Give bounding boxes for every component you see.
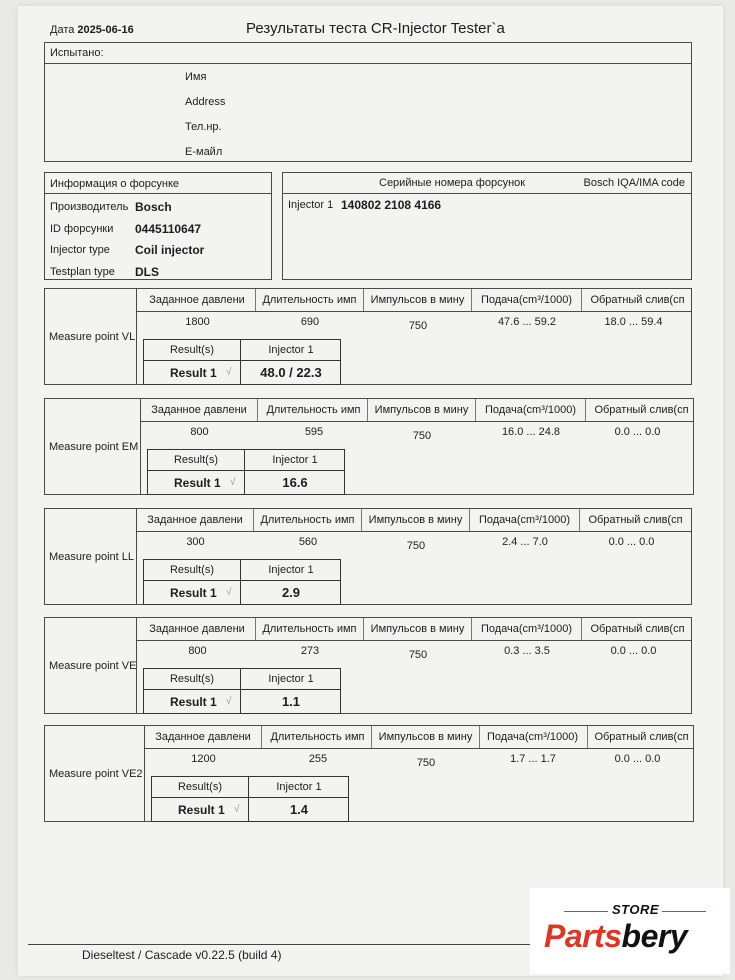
tested-section (44, 42, 692, 162)
info-key: ID форсунки (50, 223, 114, 235)
iqa-code-title: Bosch IQA/IMA code (583, 177, 685, 189)
result-row-label: Result 1 (170, 366, 217, 380)
measure-value-duration: 255 (308, 753, 328, 765)
results-label: Result(s) (173, 454, 218, 466)
measure-value-pulses: 750 (408, 649, 428, 661)
column-header: Длительность имп (260, 399, 368, 421)
measure-value-pressure: 300 (186, 536, 205, 548)
column-header: Импульсов в мину (368, 399, 476, 421)
measure-header-row (141, 399, 693, 422)
check-mark-icon: √ (230, 477, 236, 488)
name-field-label: Имя (185, 71, 207, 83)
measure-value-pressure: 1200 (191, 753, 216, 765)
result-injector-label: Injector 1 (268, 673, 314, 685)
measure-point-label-cell (45, 726, 145, 821)
column-header: Длительность имп (256, 289, 364, 311)
partsbery-logo (530, 888, 730, 974)
software-version: Dieseltest / Cascade v0.22.5 (build 4) (82, 948, 282, 962)
measure-point-name: Measure point VE2 (49, 767, 143, 780)
column-header: Подача(cm³/1000) (472, 289, 582, 311)
info-value: Coil injector (135, 243, 205, 257)
results-label: Result(s) (169, 564, 214, 576)
column-header: Длительность имп (254, 509, 362, 531)
measure-point-block (44, 617, 692, 714)
column-header: Заданное давлени (141, 399, 258, 421)
measure-point-block (44, 288, 692, 385)
injector-info-section (44, 172, 272, 280)
measure-value-pulses: 750 (406, 540, 426, 552)
result-injector-label: Injector 1 (272, 454, 318, 466)
injector-info-title: Информация о форсунке (50, 178, 179, 190)
column-header: Импульсов в мину (372, 726, 480, 748)
column-header: Подача(cm³/1000) (478, 726, 588, 748)
measure-value-pulses: 750 (408, 320, 428, 332)
result-row-label: Result 1 (170, 695, 217, 709)
measure-value-return: 0.0 ... 0.0 (610, 645, 657, 657)
measure-value-duration: 560 (298, 536, 318, 548)
column-header: Заданное давлени (137, 509, 254, 531)
info-key: Testplan type (50, 266, 115, 278)
measure-value-return: 0.0 ... 0.0 (608, 536, 655, 548)
measure-value-return: 0.0 ... 0.0 (614, 753, 661, 765)
result-row-label: Result 1 (178, 803, 225, 817)
info-key: Injector type (50, 244, 110, 256)
phone-field-label: Тел.нр. (185, 121, 222, 133)
measure-point-block (44, 725, 694, 822)
check-mark-icon: √ (234, 804, 240, 815)
date-value: 2025-06-16 (77, 24, 134, 36)
email-field-label: Е-майл (185, 146, 223, 158)
logo-brand-text (544, 918, 687, 955)
serial-injector-number: 140802 2108 4166 (341, 198, 442, 212)
result-row-label: Result 1 (174, 476, 221, 490)
measure-value-duration: 273 (300, 645, 320, 657)
column-header: Подача(cm³/1000) (476, 399, 586, 421)
check-mark-icon: √ (226, 367, 232, 378)
report-date (50, 24, 134, 36)
measure-value-delivery: 16.0 ... 24.8 (501, 426, 561, 438)
result-value: 16.6 (282, 475, 308, 490)
result-value: 2.9 (281, 585, 301, 600)
measure-header-row (137, 509, 691, 532)
measure-point-block (44, 508, 692, 605)
measure-value-duration: 690 (300, 316, 320, 328)
measure-value-delivery: 1.7 ... 1.7 (510, 753, 556, 765)
result-table (151, 776, 349, 822)
measure-value-return: 0.0 ... 0.0 (614, 426, 661, 438)
logo-line-left (564, 911, 608, 912)
results-label: Result(s) (169, 344, 214, 356)
measure-header-row (137, 289, 691, 312)
measure-point-label-cell (45, 618, 137, 713)
info-value: DLS (135, 265, 159, 279)
result-value: 48.0 / 22.3 (260, 365, 322, 380)
result-injector-label: Injector 1 (268, 344, 314, 356)
info-value: 0445110647 (135, 222, 202, 236)
info-value: Bosch (135, 200, 172, 214)
measure-header-row (137, 618, 691, 641)
measure-value-delivery: 2.4 ... 7.0 (502, 536, 548, 548)
serial-title: Серийные номера форсунок (379, 177, 526, 189)
result-value: 1.1 (281, 694, 301, 709)
result-injector-label: Injector 1 (276, 781, 322, 793)
column-header: Заданное давлени (145, 726, 262, 748)
measure-value-return: 18.0 ... 59.4 (604, 316, 663, 328)
column-header: Импульсов в мину (364, 618, 472, 640)
measure-point-block (44, 398, 694, 495)
measure-value-pulses: 750 (412, 430, 432, 442)
serial-injector-label: Injector 1 (288, 199, 334, 211)
check-mark-icon: √ (226, 696, 232, 707)
result-table (143, 668, 341, 714)
column-header: Заданное давлени (139, 289, 256, 311)
logo-store-text: STORE (612, 902, 660, 917)
measure-value-pressure: 1800 (185, 316, 210, 328)
column-header: Длительность имп (264, 726, 372, 748)
logo-brand-part1: Parts (544, 918, 622, 954)
measure-point-label-cell (45, 289, 137, 384)
result-table (147, 449, 345, 495)
column-header: Подача(cm³/1000) (470, 509, 580, 531)
report-title: Результаты теста CR-Injector Tester`a (246, 20, 505, 37)
result-table (143, 559, 341, 605)
logo-brand-part2: bery (621, 918, 688, 954)
column-header: Обратный слив(сп (590, 294, 685, 306)
measure-point-name: Measure point LL (49, 550, 134, 563)
column-header: Заданное давлени (139, 618, 256, 640)
result-value: 1.4 (289, 802, 309, 817)
measure-point-name: Measure point VL (49, 330, 136, 343)
result-row-label: Result 1 (170, 586, 217, 600)
measure-value-delivery: 0.3 ... 3.5 (504, 645, 550, 657)
column-header: Обратный слив(сп (594, 731, 689, 743)
tested-label: Испытано: (50, 47, 104, 59)
results-label: Result(s) (169, 673, 214, 685)
measure-point-name: Measure point VE (49, 659, 137, 672)
column-header: Длительность имп (256, 618, 364, 640)
measure-point-label-cell (45, 509, 137, 604)
column-header: Импульсов в мину (364, 289, 472, 311)
measure-header-row (145, 726, 693, 749)
measure-value-duration: 595 (304, 426, 324, 438)
measure-value-delivery: 47.6 ... 59.2 (497, 316, 557, 328)
result-table (143, 339, 341, 385)
column-header: Обратный слив(сп (588, 514, 683, 526)
info-key: Производитель (50, 201, 129, 213)
column-header: Подача(cm³/1000) (472, 618, 582, 640)
measure-value-pressure: 800 (188, 645, 207, 657)
date-label: Дата (50, 24, 75, 36)
result-injector-label: Injector 1 (268, 564, 314, 576)
logo-line-right (662, 911, 706, 912)
results-label: Result(s) (177, 781, 222, 793)
measure-value-pressure: 800 (190, 426, 209, 438)
address-field-label: Address (185, 96, 226, 108)
measure-point-name: Measure point EM (49, 440, 139, 453)
measure-value-pulses: 750 (416, 757, 436, 769)
serial-numbers-section (282, 172, 692, 280)
measure-point-label-cell (45, 399, 141, 494)
check-mark-icon: √ (226, 587, 232, 598)
column-header: Импульсов в мину (362, 509, 470, 531)
column-header: Обратный слив(сп (590, 623, 685, 635)
column-header: Обратный слив(сп (594, 404, 689, 416)
